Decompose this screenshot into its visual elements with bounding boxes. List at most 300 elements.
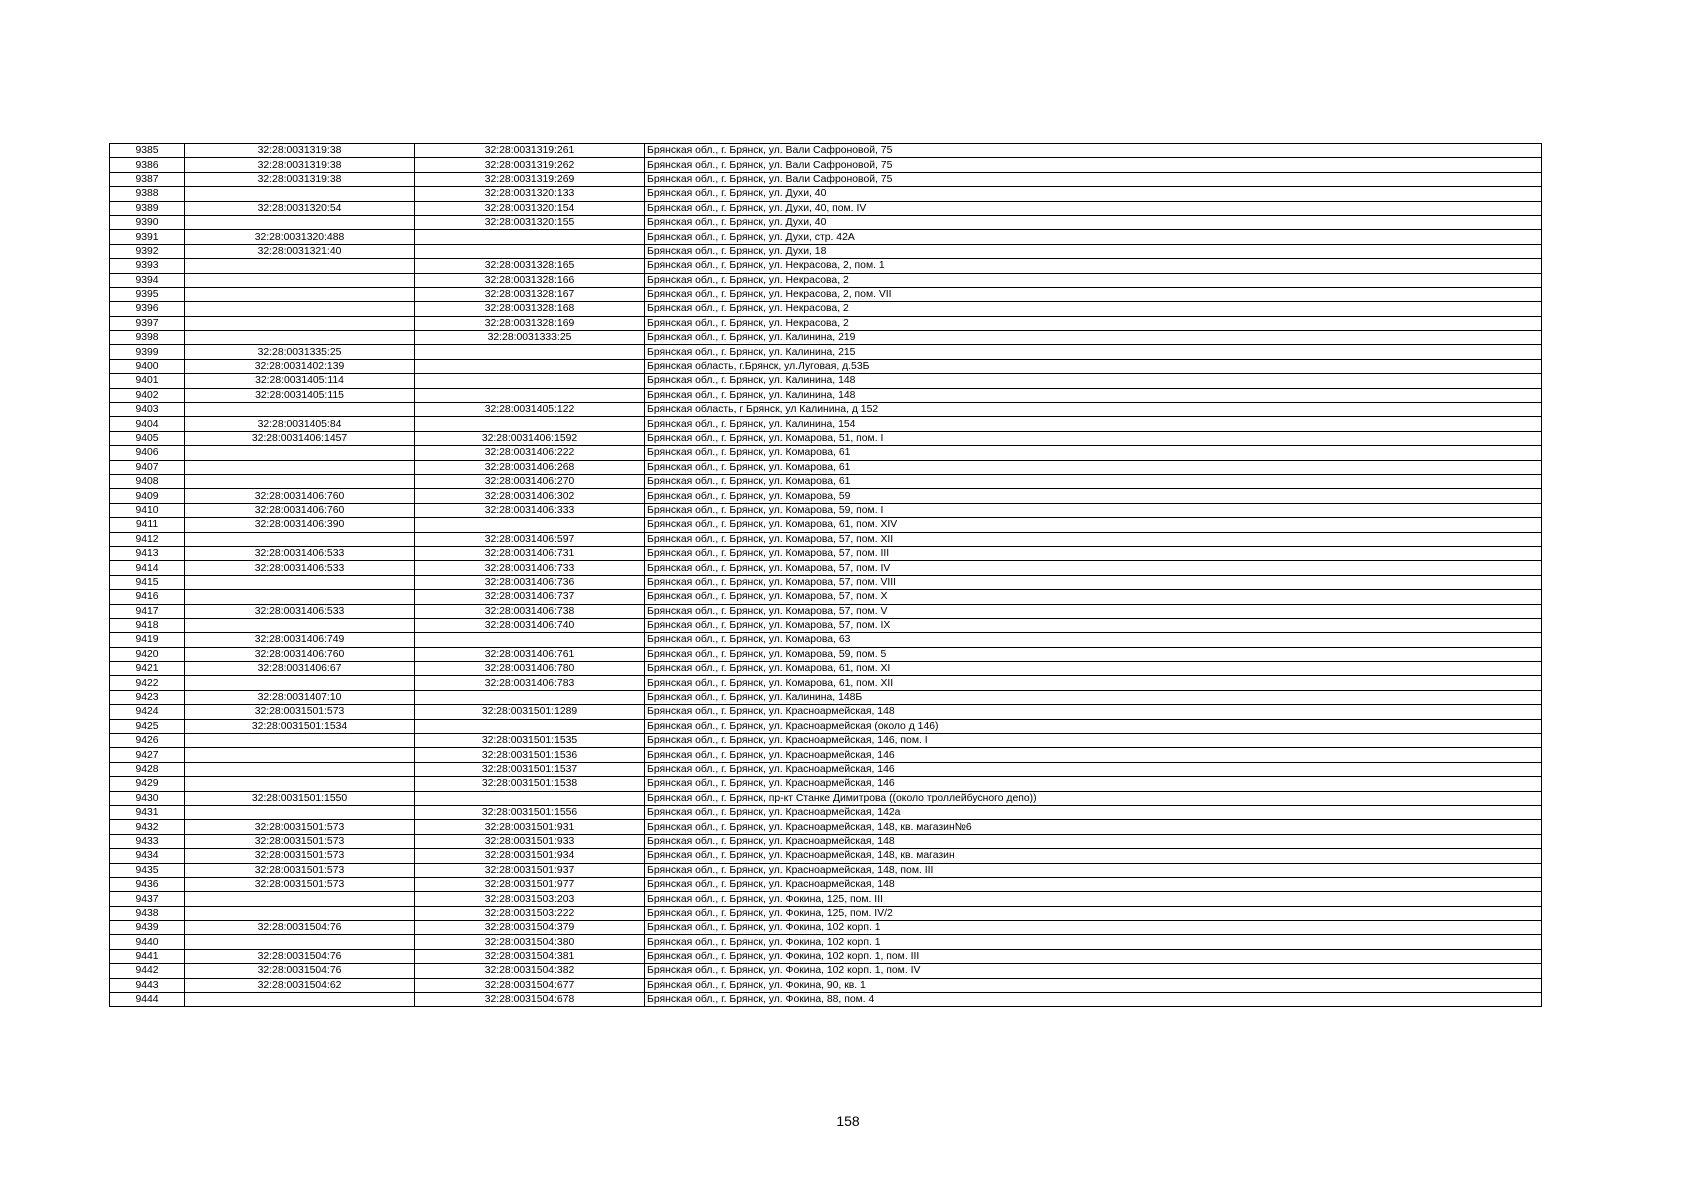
cadastral-number-parcel-cell: 32:28:0031320:54 [185,201,415,215]
cadastral-number-parcel-cell [185,575,415,589]
address-cell: Брянская обл., г. Брянск, ул. Калинина, 148 [645,374,1542,388]
table-row [110,906,1542,920]
table-row [110,201,1542,215]
table-row [110,532,1542,546]
table-row [110,575,1542,589]
cadastral-number-parcel-cell [185,762,415,776]
table-row [110,834,1542,848]
address-cell: Брянская обл., г. Брянск, ул. Вали Сафроновой, 75 [645,158,1542,172]
address-cell: Брянская обл., г. Брянск, ул. Духи, 18 [645,244,1542,258]
table-row [110,748,1542,762]
address-cell: Брянская обл., г. Брянск, ул. Комарова, 61, пом. XIV [645,518,1542,532]
cadastral-number-object-cell: 32:28:0031406:333 [415,503,645,517]
table-row [110,287,1542,301]
cadastral-number-object-cell: 32:28:0031333:25 [415,331,645,345]
row-number-cell: 9385 [110,144,185,158]
table-row [110,777,1542,791]
row-number-cell: 9386 [110,158,185,172]
row-number-cell: 9390 [110,215,185,229]
table-row [110,374,1542,388]
row-number-cell: 9431 [110,805,185,819]
address-cell: Брянская обл., г. Брянск, ул. Комарова, 57, пом. III [645,546,1542,560]
row-number-cell: 9438 [110,906,185,920]
cadastral-number-parcel-cell [185,187,415,201]
table-row [110,474,1542,488]
table-row [110,259,1542,273]
cadastral-number-parcel-cell: 32:28:0031504:76 [185,949,415,963]
address-cell: Брянская обл., г. Брянск, ул. Фокина, 90, кв. 1 [645,978,1542,992]
address-cell: Брянская обл., г. Брянск, ул. Вали Сафроновой, 75 [645,144,1542,158]
cadastral-number-parcel-cell [185,403,415,417]
row-number-cell: 9425 [110,719,185,733]
property-table-body [110,144,1542,1007]
cadastral-number-parcel-cell: 32:28:0031504:76 [185,921,415,935]
cadastral-number-parcel-cell: 32:28:0031406:533 [185,561,415,575]
cadastral-number-object-cell: 32:28:0031501:931 [415,820,645,834]
cadastral-number-object-cell [415,690,645,704]
address-cell: Брянская обл., г. Брянск, ул. Вали Сафроновой, 75 [645,172,1542,186]
address-cell: Брянская область, г.Брянск, ул.Луговая, д.53Б [645,359,1542,373]
table-row [110,791,1542,805]
address-cell: Брянская обл., г. Брянск, ул. Некрасова, 2 [645,316,1542,330]
row-number-cell: 9435 [110,863,185,877]
address-cell: Брянская обл., г. Брянск, ул. Комарова, 57, пом. V [645,604,1542,618]
row-number-cell: 9440 [110,935,185,949]
row-number-cell: 9401 [110,374,185,388]
cadastral-number-parcel-cell: 32:28:0031501:573 [185,863,415,877]
address-cell: Брянская обл., г. Брянск, ул. Калинина, 154 [645,417,1542,431]
cadastral-number-parcel-cell [185,287,415,301]
cadastral-number-object-cell: 32:28:0031406:733 [415,561,645,575]
address-cell: Брянская обл., г. Брянск, ул. Калинина, 148 [645,388,1542,402]
cadastral-number-object-cell: 32:28:0031406:222 [415,446,645,460]
cadastral-number-object-cell [415,791,645,805]
table-row [110,618,1542,632]
cadastral-number-object-cell: 32:28:0031406:597 [415,532,645,546]
cadastral-number-parcel-cell: 32:28:0031406:390 [185,518,415,532]
address-cell: Брянская обл., г. Брянск, ул. Красноармейская, 148, пом. III [645,863,1542,877]
cadastral-number-object-cell: 32:28:0031319:261 [415,144,645,158]
address-cell: Брянская обл., г. Брянск, ул. Красноармейская, 148 [645,834,1542,848]
row-number-cell: 9396 [110,302,185,316]
cadastral-number-object-cell: 32:28:0031501:977 [415,877,645,891]
table-row [110,935,1542,949]
row-number-cell: 9434 [110,849,185,863]
row-number-cell: 9444 [110,993,185,1007]
row-number-cell: 9416 [110,590,185,604]
address-cell: Брянская обл., г. Брянск, ул. Фокина, 125, пом. III [645,892,1542,906]
table-row [110,719,1542,733]
cadastral-number-object-cell: 32:28:0031406:302 [415,489,645,503]
cadastral-number-object-cell: 32:28:0031319:262 [415,158,645,172]
row-number-cell: 9406 [110,446,185,460]
row-number-cell: 9420 [110,647,185,661]
table-row [110,877,1542,891]
row-number-cell: 9409 [110,489,185,503]
cadastral-number-object-cell: 32:28:0031406:740 [415,618,645,632]
cadastral-number-object-cell: 32:28:0031406:783 [415,676,645,690]
address-cell: Брянская обл., г. Брянск, ул. Комарова, 57, пом. VIII [645,575,1542,589]
address-cell: Брянская обл., г. Брянск, ул. Некрасова, 2 [645,273,1542,287]
address-cell: Брянская обл., г. Брянск, ул. Некрасова, 2, пом. VII [645,287,1542,301]
row-number-cell: 9422 [110,676,185,690]
cadastral-number-parcel-cell: 32:28:0031406:760 [185,503,415,517]
cadastral-number-object-cell: 32:28:0031501:1536 [415,748,645,762]
row-number-cell: 9404 [110,417,185,431]
cadastral-number-object-cell: 32:28:0031328:169 [415,316,645,330]
address-cell: Брянская обл., г. Брянск, ул. Духи, 40, пом. IV [645,201,1542,215]
cadastral-number-object-cell: 32:28:0031504:379 [415,921,645,935]
cadastral-number-parcel-cell [185,273,415,287]
cadastral-number-object-cell: 32:28:0031406:761 [415,647,645,661]
cadastral-number-parcel-cell: 32:28:0031402:139 [185,359,415,373]
table-row [110,633,1542,647]
address-cell: Брянская обл., г. Брянск, ул. Фокина, 102 корп. 1 [645,935,1542,949]
cadastral-number-parcel-cell: 32:28:0031319:38 [185,144,415,158]
address-cell: Брянская обл., г. Брянск, ул. Некрасова, 2, пом. 1 [645,259,1542,273]
table-row [110,331,1542,345]
cadastral-number-parcel-cell [185,302,415,316]
table-row [110,518,1542,532]
address-cell: Брянская обл., г. Брянск, ул. Некрасова, 2 [645,302,1542,316]
cadastral-number-parcel-cell: 32:28:0031501:573 [185,834,415,848]
cadastral-number-object-cell: 32:28:0031328:167 [415,287,645,301]
cadastral-number-parcel-cell: 32:28:0031319:38 [185,158,415,172]
table-row [110,316,1542,330]
row-number-cell: 9417 [110,604,185,618]
cadastral-number-parcel-cell [185,777,415,791]
table-row [110,647,1542,661]
table-row [110,863,1542,877]
address-cell: Брянская обл., г. Брянск, ул. Комарова, 57, пом. XII [645,532,1542,546]
row-number-cell: 9400 [110,359,185,373]
cadastral-number-object-cell: 32:28:0031406:268 [415,460,645,474]
cadastral-number-object-cell [415,719,645,733]
table-row [110,489,1542,503]
table-row [110,993,1542,1007]
cadastral-number-parcel-cell: 32:28:0031501:573 [185,849,415,863]
cadastral-number-parcel-cell: 32:28:0031504:76 [185,964,415,978]
address-cell: Брянская обл., г. Брянск, ул. Комарова, 61, пом. XII [645,676,1542,690]
cadastral-number-object-cell: 32:28:0031328:168 [415,302,645,316]
table-row [110,604,1542,618]
row-number-cell: 9393 [110,259,185,273]
address-cell: Брянская область, г Брянск, ул Калинина, д 152 [645,403,1542,417]
address-cell: Брянская обл., г. Брянск, ул. Красноармейская, 142а [645,805,1542,819]
row-number-cell: 9421 [110,662,185,676]
cadastral-number-parcel-cell: 32:28:0031406:760 [185,647,415,661]
address-cell: Брянская обл., г. Брянск, ул. Духи, 40 [645,215,1542,229]
cadastral-number-object-cell: 32:28:0031504:678 [415,993,645,1007]
row-number-cell: 9424 [110,705,185,719]
row-number-cell: 9395 [110,287,185,301]
table-row [110,762,1542,776]
address-cell: Брянская обл., г. Брянск, ул. Комарова, 57, пом. IV [645,561,1542,575]
cadastral-number-object-cell: 32:28:0031406:270 [415,474,645,488]
row-number-cell: 9403 [110,403,185,417]
table-row [110,662,1542,676]
table-row [110,690,1542,704]
row-number-cell: 9402 [110,388,185,402]
row-number-cell: 9389 [110,201,185,215]
table-row [110,546,1542,560]
cadastral-number-object-cell [415,633,645,647]
table-row [110,503,1542,517]
cadastral-number-parcel-cell [185,676,415,690]
row-number-cell: 9412 [110,532,185,546]
cadastral-number-object-cell [415,518,645,532]
cadastral-number-object-cell: 32:28:0031501:1535 [415,734,645,748]
cadastral-number-object-cell: 32:28:0031501:934 [415,849,645,863]
row-number-cell: 9429 [110,777,185,791]
cadastral-number-parcel-cell: 32:28:0031406:760 [185,489,415,503]
address-cell: Брянская обл., г. Брянск, ул. Красноармейская, 148, кв. магазин№6 [645,820,1542,834]
cadastral-number-parcel-cell: 32:28:0031406:67 [185,662,415,676]
row-number-cell: 9436 [110,877,185,891]
row-number-cell: 9413 [110,546,185,560]
row-number-cell: 9433 [110,834,185,848]
cadastral-number-parcel-cell: 32:28:0031319:38 [185,172,415,186]
cadastral-number-parcel-cell: 32:28:0031406:1457 [185,431,415,445]
cadastral-number-parcel-cell [185,805,415,819]
table-row [110,805,1542,819]
table-row [110,590,1542,604]
cadastral-number-object-cell: 32:28:0031503:222 [415,906,645,920]
cadastral-number-parcel-cell [185,446,415,460]
cadastral-number-parcel-cell [185,532,415,546]
table-row [110,460,1542,474]
address-cell: Брянская обл., г. Брянск, ул. Красноармейская, 148 [645,877,1542,891]
cadastral-number-parcel-cell [185,993,415,1007]
row-number-cell: 9394 [110,273,185,287]
cadastral-number-object-cell: 32:28:0031328:166 [415,273,645,287]
row-number-cell: 9430 [110,791,185,805]
address-cell: Брянская обл., г. Брянск, ул. Фокина, 102 корп. 1, пом. III [645,949,1542,963]
table-row [110,359,1542,373]
cadastral-number-parcel-cell [185,331,415,345]
cadastral-number-object-cell: 32:28:0031319:269 [415,172,645,186]
address-cell: Брянская обл., г. Брянск, ул. Фокина, 102 корп. 1, пом. IV [645,964,1542,978]
row-number-cell: 9426 [110,734,185,748]
address-cell: Брянская обл., г. Брянск, ул. Комарова, 61 [645,474,1542,488]
cadastral-number-parcel-cell [185,259,415,273]
cadastral-number-object-cell: 32:28:0031406:737 [415,590,645,604]
row-number-cell: 9399 [110,345,185,359]
cadastral-number-parcel-cell [185,474,415,488]
address-cell: Брянская обл., г. Брянск, пр-кт Станке Димитрова ((около троллейбусного депо)) [645,791,1542,805]
row-number-cell: 9410 [110,503,185,517]
table-row [110,892,1542,906]
row-number-cell: 9391 [110,230,185,244]
table-row [110,417,1542,431]
cadastral-number-object-cell: 32:28:0031406:1592 [415,431,645,445]
property-table [109,143,1542,1007]
cadastral-number-parcel-cell [185,935,415,949]
table-row [110,978,1542,992]
cadastral-number-object-cell: 32:28:0031320:154 [415,201,645,215]
cadastral-number-parcel-cell [185,906,415,920]
row-number-cell: 9387 [110,172,185,186]
table-row [110,273,1542,287]
address-cell: Брянская обл., г. Брянск, ул. Красноармейская, 146 [645,748,1542,762]
cadastral-number-parcel-cell: 32:28:0031320:488 [185,230,415,244]
row-number-cell: 9415 [110,575,185,589]
row-number-cell: 9423 [110,690,185,704]
address-cell: Брянская обл., г. Брянск, ул. Комарова, 57, пом. X [645,590,1542,604]
cadastral-number-object-cell: 32:28:0031504:380 [415,935,645,949]
address-cell: Брянская обл., г. Брянск, ул. Комарова, 61 [645,446,1542,460]
address-cell: Брянская обл., г. Брянск, ул. Красноармейская, 146, пом. I [645,734,1542,748]
cadastral-number-parcel-cell: 32:28:0031405:115 [185,388,415,402]
table-row [110,949,1542,963]
cadastral-number-object-cell [415,374,645,388]
row-number-cell: 9397 [110,316,185,330]
address-cell: Брянская обл., г. Брянск, ул. Комарова, 61 [645,460,1542,474]
cadastral-number-object-cell: 32:28:0031504:677 [415,978,645,992]
row-number-cell: 9439 [110,921,185,935]
cadastral-number-object-cell: 32:28:0031504:382 [415,964,645,978]
address-cell: Брянская обл., г. Брянск, ул. Комарова, 63 [645,633,1542,647]
cadastral-number-parcel-cell: 32:28:0031335:25 [185,345,415,359]
address-cell: Брянская обл., г. Брянск, ул. Красноармейская, 148 [645,705,1542,719]
row-number-cell: 9414 [110,561,185,575]
cadastral-number-object-cell: 32:28:0031501:1537 [415,762,645,776]
row-number-cell: 9419 [110,633,185,647]
row-number-cell: 9408 [110,474,185,488]
row-number-cell: 9443 [110,978,185,992]
address-cell: Брянская обл., г. Брянск, ул. Комарова, 61, пом. XI [645,662,1542,676]
row-number-cell: 9411 [110,518,185,532]
table-row [110,561,1542,575]
cadastral-number-object-cell: 32:28:0031501:1556 [415,805,645,819]
cadastral-number-parcel-cell: 32:28:0031406:533 [185,546,415,560]
page-number: 158 [836,1113,860,1129]
row-number-cell: 9407 [110,460,185,474]
address-cell: Брянская обл., г. Брянск, ул. Фокина, 88, пом. 4 [645,993,1542,1007]
row-number-cell: 9405 [110,431,185,445]
cadastral-number-parcel-cell [185,460,415,474]
table-row [110,921,1542,935]
table-row [110,144,1542,158]
address-cell: Брянская обл., г. Брянск, ул. Красноармейская (около д 146) [645,719,1542,733]
cadastral-number-parcel-cell [185,892,415,906]
cadastral-number-object-cell: 32:28:0031501:933 [415,834,645,848]
cadastral-number-parcel-cell: 32:28:0031501:1534 [185,719,415,733]
cadastral-number-object-cell: 32:28:0031320:155 [415,215,645,229]
cadastral-number-parcel-cell: 32:28:0031501:573 [185,820,415,834]
cadastral-number-object-cell: 32:28:0031406:731 [415,546,645,560]
cadastral-number-parcel-cell [185,734,415,748]
address-cell: Брянская обл., г. Брянск, ул. Комарова, 59, пом. I [645,503,1542,517]
address-cell: Брянская обл., г. Брянск, ул. Фокина, 125, пом. IV/2 [645,906,1542,920]
row-number-cell: 9388 [110,187,185,201]
cadastral-number-parcel-cell: 32:28:0031405:84 [185,417,415,431]
row-number-cell: 9392 [110,244,185,258]
cadastral-number-object-cell: 32:28:0031405:122 [415,403,645,417]
address-cell: Брянская обл., г. Брянск, ул. Комарова, 59 [645,489,1542,503]
table-row [110,705,1542,719]
cadastral-number-object-cell: 32:28:0031406:780 [415,662,645,676]
row-number-cell: 9432 [110,820,185,834]
table-row [110,849,1542,863]
cadastral-number-parcel-cell: 32:28:0031504:62 [185,978,415,992]
cadastral-number-object-cell: 32:28:0031501:1538 [415,777,645,791]
cadastral-number-object-cell: 32:28:0031320:133 [415,187,645,201]
address-cell: Брянская обл., г. Брянск, ул. Комарова, 57, пом. IX [645,618,1542,632]
table-row [110,431,1542,445]
table-row [110,388,1542,402]
table-row [110,244,1542,258]
cadastral-number-parcel-cell: 32:28:0031321:40 [185,244,415,258]
row-number-cell: 9398 [110,331,185,345]
address-cell: Брянская обл., г. Брянск, ул. Комарова, 51, пом. I [645,431,1542,445]
cadastral-number-object-cell: 32:28:0031504:381 [415,949,645,963]
table-row [110,187,1542,201]
address-cell: Брянская обл., г. Брянск, ул. Красноармейская, 146 [645,777,1542,791]
table-row [110,403,1542,417]
cadastral-number-object-cell: 32:28:0031328:165 [415,259,645,273]
cadastral-number-object-cell: 32:28:0031406:738 [415,604,645,618]
cadastral-number-object-cell [415,345,645,359]
row-number-cell: 9437 [110,892,185,906]
cadastral-number-object-cell: 32:28:0031503:203 [415,892,645,906]
cadastral-number-parcel-cell [185,316,415,330]
cadastral-number-parcel-cell: 32:28:0031407:10 [185,690,415,704]
row-number-cell: 9442 [110,964,185,978]
cadastral-number-object-cell: 32:28:0031501:1289 [415,705,645,719]
cadastral-number-object-cell [415,359,645,373]
cadastral-number-object-cell [415,244,645,258]
table-row [110,820,1542,834]
address-cell: Брянская обл., г. Брянск, ул. Красноармейская, 146 [645,762,1542,776]
address-cell: Брянская обл., г. Брянск, ул. Духи, стр. 42А [645,230,1542,244]
table-row [110,158,1542,172]
cadastral-number-parcel-cell: 32:28:0031501:1550 [185,791,415,805]
address-cell: Брянская обл., г. Брянск, ул. Калинина, 215 [645,345,1542,359]
table-row [110,964,1542,978]
address-cell: Брянская обл., г. Брянск, ул. Фокина, 102 корп. 1 [645,921,1542,935]
address-cell: Брянская обл., г. Брянск, ул. Красноармейская, 148, кв. магазин [645,849,1542,863]
address-cell: Брянская обл., г. Брянск, ул. Комарова, 59, пом. 5 [645,647,1542,661]
cadastral-number-parcel-cell: 32:28:0031406:533 [185,604,415,618]
address-cell: Брянская обл., г. Брянск, ул. Калинина, 148Б [645,690,1542,704]
cadastral-number-object-cell [415,388,645,402]
table-row [110,345,1542,359]
row-number-cell: 9441 [110,949,185,963]
table-row [110,676,1542,690]
cadastral-number-object-cell [415,417,645,431]
cadastral-number-parcel-cell: 32:28:0031406:749 [185,633,415,647]
address-cell: Брянская обл., г. Брянск, ул. Духи, 40 [645,187,1542,201]
cadastral-number-parcel-cell [185,748,415,762]
cadastral-number-parcel-cell: 32:28:0031501:573 [185,705,415,719]
table-row [110,230,1542,244]
cadastral-number-parcel-cell: 32:28:0031501:573 [185,877,415,891]
table-row [110,734,1542,748]
cadastral-number-parcel-cell [185,618,415,632]
row-number-cell: 9428 [110,762,185,776]
cadastral-number-parcel-cell [185,215,415,229]
cadastral-number-parcel-cell: 32:28:0031405:114 [185,374,415,388]
table-row [110,302,1542,316]
cadastral-number-parcel-cell [185,590,415,604]
row-number-cell: 9427 [110,748,185,762]
cadastral-number-object-cell: 32:28:0031501:937 [415,863,645,877]
cadastral-number-object-cell [415,230,645,244]
table-row [110,446,1542,460]
table-row [110,172,1542,186]
cadastral-number-object-cell: 32:28:0031406:736 [415,575,645,589]
